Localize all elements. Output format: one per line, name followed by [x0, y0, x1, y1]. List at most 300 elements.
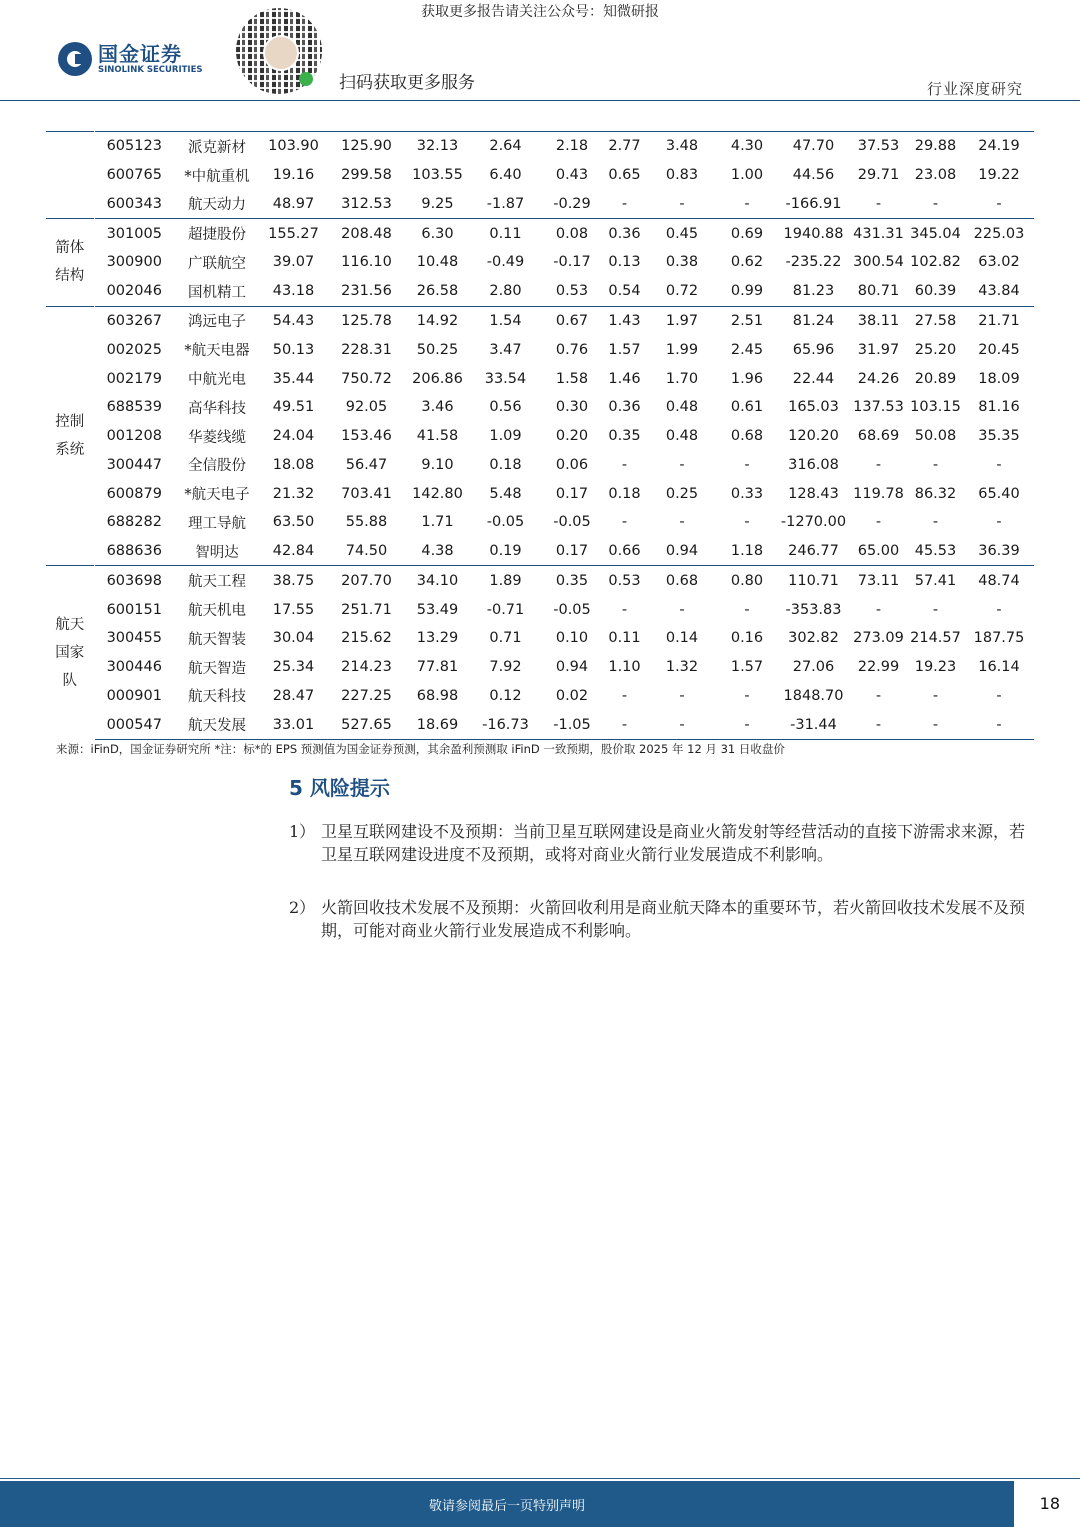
value-cell: 23.08: [914, 167, 957, 184]
value-cell: -: [621, 456, 628, 473]
value-cell: -1270.00: [780, 514, 847, 531]
header-divider: [0, 100, 1080, 101]
value-cell: 0.66: [608, 543, 641, 560]
footer-divider: [0, 1478, 1080, 1479]
stock-name-cell: *航天电子: [184, 487, 250, 504]
value-cell: 65.40: [978, 485, 1020, 502]
stock-code-cell: 603698: [94, 566, 174, 595]
value-cell: 0.48: [665, 428, 699, 445]
value-cell: 13.29: [416, 630, 459, 647]
table-row: [46, 566, 1034, 595]
value-cell: 14.92: [406, 306, 469, 335]
value-cell: 60.39: [914, 283, 957, 300]
stock-code-cell: 002025: [106, 341, 162, 358]
value-cell: 34.10: [406, 566, 469, 595]
table-row: [46, 710, 1034, 739]
stock-code-cell: 002179: [106, 370, 162, 387]
value-cell: -0.29: [553, 195, 591, 212]
value-cell: 207.70: [327, 566, 406, 595]
value-cell: -: [932, 601, 939, 618]
value-cell: 0.54: [608, 283, 641, 300]
value-cell: 0.36: [608, 399, 641, 416]
value-cell: 4.38: [421, 543, 454, 560]
value-cell: 27.06: [792, 659, 835, 676]
value-cell: -: [744, 687, 750, 704]
value-cell: 1.99: [665, 341, 699, 358]
value-cell: 1.57: [608, 341, 641, 358]
value-cell: -: [679, 456, 685, 473]
section-title: 5 风险提示: [289, 776, 390, 800]
value-cell: 7.92: [489, 659, 522, 676]
value-cell: 0.68: [730, 428, 764, 445]
table-row: [46, 277, 1034, 306]
value-cell: -: [621, 195, 628, 212]
value-cell: 0.67: [542, 306, 602, 335]
stock-code-cell: 300446: [106, 659, 162, 676]
logo-mark-icon: [58, 42, 92, 76]
value-cell: 246.77: [788, 543, 839, 560]
value-cell: 527.65: [327, 710, 406, 739]
risk-item-text: 卫星互联网建设不及预期：当前卫星互联网建设是商业火箭发射等经营活动的直接下游需求来源，若卫星互联网建设进度不及预期，或将对商业火箭行业发展造成不利影响。: [321, 822, 1026, 864]
value-cell: 103.90: [260, 132, 327, 161]
value-cell: 750.72: [341, 370, 392, 387]
value-cell: -235.22: [785, 254, 842, 271]
stock-name-cell: 航天智造: [188, 660, 246, 677]
table-row: [46, 248, 1034, 277]
value-cell: 102.82: [910, 254, 961, 271]
top-banner: 获取更多报告请关注公众号：知微研报: [421, 4, 659, 20]
value-cell: 39.07: [272, 254, 315, 271]
value-cell: 345.04: [907, 219, 964, 248]
value-cell: -: [932, 687, 939, 704]
value-cell: 187.75: [973, 630, 1025, 647]
value-cell: -: [996, 514, 1002, 531]
value-cell: 0.45: [647, 219, 717, 248]
value-cell: 1.71: [421, 514, 454, 531]
value-cell: 43.84: [978, 283, 1020, 300]
value-cell: 19.16: [272, 167, 315, 184]
stock-code-cell: 300455: [106, 630, 162, 647]
value-cell: 21.71: [964, 306, 1034, 335]
value-cell: 81.24: [777, 306, 850, 335]
value-cell: -: [875, 601, 882, 618]
value-cell: 228.31: [341, 341, 392, 358]
value-cell: 0.71: [489, 630, 522, 647]
value-cell: -0.05: [553, 601, 591, 618]
value-cell: -: [964, 710, 1034, 739]
value-cell: 0.83: [665, 167, 699, 184]
value-cell: 74.50: [345, 543, 388, 560]
value-cell: 142.80: [412, 485, 463, 502]
value-cell: 1.00: [730, 167, 764, 184]
value-cell: 0.11: [469, 219, 542, 248]
value-cell: -: [647, 710, 717, 739]
value-cell: 24.26: [857, 370, 900, 387]
value-cell: 0.80: [717, 566, 777, 595]
stock-name-cell: 广联航空: [188, 255, 246, 272]
value-cell: 1940.88: [777, 219, 850, 248]
stock-name-cell: 鸿远电子: [174, 306, 260, 335]
stock-name-cell: 全信股份: [188, 458, 246, 475]
value-cell: 86.32: [914, 485, 957, 502]
value-cell: 128.43: [788, 485, 839, 502]
stock-name-cell: 航天智装: [188, 631, 246, 648]
value-cell: 2.51: [717, 306, 777, 335]
stock-code-cell: 600151: [106, 601, 162, 618]
table-row: [46, 508, 1034, 537]
value-cell: 0.30: [555, 399, 589, 416]
stock-name-cell: 超捷股份: [174, 219, 260, 248]
value-cell: 206.86: [412, 370, 463, 387]
value-cell: 77.81: [416, 659, 459, 676]
value-cell: 17.55: [272, 601, 315, 618]
stock-name-cell: *中航重机: [184, 168, 250, 185]
value-cell: 6.40: [489, 167, 522, 184]
stock-name-cell: 中航光电: [188, 372, 246, 388]
value-cell: 50.08: [914, 428, 957, 445]
value-cell: 41.58: [416, 428, 459, 445]
stock-code-cell: 600343: [106, 195, 162, 212]
valuation-table: [46, 131, 1034, 740]
value-cell: 0.17: [555, 485, 589, 502]
value-cell: -: [850, 710, 907, 739]
value-cell: -: [621, 687, 628, 704]
value-cell: 1.58: [555, 370, 589, 387]
value-cell: 0.94: [665, 543, 699, 560]
value-cell: 1.89: [469, 566, 542, 595]
value-cell: 1.57: [730, 659, 764, 676]
value-cell: 0.06: [555, 456, 589, 473]
value-cell: 35.44: [272, 370, 315, 387]
value-cell: -: [744, 601, 750, 618]
value-cell: 20.45: [978, 341, 1020, 358]
value-cell: 0.65: [608, 167, 641, 184]
value-cell: 20.89: [914, 370, 957, 387]
footer-bar: [0, 1481, 1014, 1527]
qr-center-logo-icon: [263, 35, 299, 71]
table-row: [46, 335, 1034, 364]
stock-code-cell: 000901: [106, 687, 162, 704]
stock-code-cell: 605123: [94, 132, 174, 161]
value-cell: 29.88: [907, 132, 964, 161]
table-row: [46, 219, 1034, 248]
value-cell: 33.54: [484, 370, 527, 387]
value-cell: 214.23: [341, 659, 392, 676]
value-cell: 36.39: [978, 543, 1020, 560]
value-cell: 1.46: [608, 370, 641, 387]
value-cell: -: [932, 514, 939, 531]
table-row: [46, 479, 1034, 508]
value-cell: 120.20: [788, 428, 839, 445]
value-cell: -166.91: [785, 195, 842, 212]
value-cell: 3.47: [489, 341, 522, 358]
value-cell: 0.62: [730, 254, 764, 271]
value-cell: 22.99: [857, 659, 900, 676]
value-cell: 0.17: [555, 543, 589, 560]
value-cell: 32.13: [406, 132, 469, 161]
stock-name-cell: 理工导航: [188, 515, 246, 532]
value-cell: -: [875, 456, 882, 473]
footer-disclaimer: 敬请参阅最后一页特别声明: [428, 1499, 585, 1514]
value-cell: 27.58: [907, 306, 964, 335]
value-cell: 65.00: [857, 543, 900, 560]
company-logo: [58, 42, 203, 76]
value-cell: 0.69: [717, 219, 777, 248]
value-cell: 38.75: [260, 566, 327, 595]
value-cell: 251.71: [341, 601, 392, 618]
value-cell: 103.15: [910, 399, 961, 416]
risk-item-number: 1）: [289, 822, 316, 841]
value-cell: 81.23: [792, 283, 835, 300]
value-cell: 214.57: [910, 630, 961, 647]
value-cell: 0.10: [555, 630, 589, 647]
value-cell: 24.19: [964, 132, 1034, 161]
value-cell: 312.53: [341, 195, 392, 212]
value-cell: -0.05: [486, 514, 525, 531]
value-cell: 3.48: [647, 132, 717, 161]
value-cell: 0.53: [555, 283, 589, 300]
value-cell: 0.18: [489, 456, 522, 473]
value-cell: 24.04: [272, 428, 315, 445]
logo-en-text: SINOLINK SECURITIES: [98, 65, 203, 75]
value-cell: 1.70: [665, 370, 699, 387]
table-row: [46, 306, 1034, 335]
value-cell: 110.71: [777, 566, 850, 595]
mini-program-badge-icon: [299, 72, 313, 86]
value-cell: -: [744, 514, 750, 531]
value-cell: 0.13: [608, 254, 641, 271]
value-cell: 225.03: [964, 219, 1034, 248]
value-cell: 18.08: [272, 456, 315, 473]
value-cell: -: [621, 514, 628, 531]
value-cell: 155.27: [260, 219, 327, 248]
stock-name-cell: 华菱线缆: [188, 429, 246, 446]
value-cell: -1.87: [486, 195, 525, 212]
source-note: 来源：iFinD，国金证券研究所 *注：标*的 EPS 预测值为国金证券预测，其余盈利预测取 iFinD 一致预期，股价取 2025 年 12 月 31 日收盘价: [56, 742, 785, 756]
value-cell: 29.71: [857, 167, 900, 184]
value-cell: 2.45: [730, 341, 764, 358]
value-cell: 0.43: [555, 167, 589, 184]
value-cell: 80.71: [857, 283, 900, 300]
value-cell: 50.13: [272, 341, 315, 358]
value-cell: 137.53: [853, 399, 904, 416]
value-cell: 49.51: [272, 399, 315, 416]
stock-code-cell: 600765: [106, 167, 162, 184]
value-cell: 316.08: [788, 456, 839, 473]
value-cell: 299.58: [341, 167, 392, 184]
value-cell: 68.98: [416, 687, 459, 704]
stock-name-cell: 智明达: [195, 544, 239, 561]
value-cell: 42.84: [272, 543, 315, 560]
value-cell: 9.10: [421, 456, 454, 473]
table-row: [46, 595, 1034, 624]
logo-cn-text: 国金证券: [98, 42, 182, 66]
value-cell: 25.34: [272, 659, 315, 676]
value-cell: 47.70: [777, 132, 850, 161]
value-cell: 0.35: [542, 566, 602, 595]
value-cell: -: [744, 195, 750, 212]
value-cell: 0.02: [555, 687, 589, 704]
value-cell: 103.55: [412, 167, 463, 184]
stock-code-cell: 301005: [94, 219, 174, 248]
value-cell: 0.19: [489, 543, 522, 560]
report-type-label: 行业深度研究: [926, 80, 1023, 98]
value-cell: 0.48: [665, 399, 699, 416]
table-row: [46, 132, 1034, 161]
value-cell: -0.71: [486, 601, 525, 618]
value-cell: 153.46: [341, 428, 392, 445]
value-cell: 300.54: [853, 254, 904, 271]
value-cell: -: [996, 195, 1002, 212]
value-cell: -: [679, 195, 685, 212]
value-cell: 0.76: [555, 341, 589, 358]
value-cell: 30.04: [272, 630, 315, 647]
risk-item-number: 2）: [289, 898, 316, 917]
value-cell: 1.10: [608, 659, 641, 676]
group-label: 控制 系统: [46, 306, 94, 566]
value-cell: 0.14: [665, 630, 699, 647]
table-row: [46, 537, 1034, 566]
value-cell: 1.09: [489, 428, 522, 445]
value-cell: -: [679, 514, 685, 531]
value-cell: 92.05: [345, 399, 388, 416]
value-cell: 81.16: [978, 399, 1020, 416]
value-cell: -: [875, 514, 882, 531]
value-cell: 65.96: [792, 341, 835, 358]
stock-code-cell: 688636: [106, 543, 162, 560]
value-cell: 28.47: [272, 687, 315, 704]
value-cell: 6.30: [406, 219, 469, 248]
table-row: [46, 364, 1034, 393]
value-cell: 0.16: [730, 630, 764, 647]
value-cell: 1848.70: [783, 687, 844, 704]
value-cell: 273.09: [853, 630, 904, 647]
value-cell: 45.53: [914, 543, 957, 560]
value-cell: 1.96: [730, 370, 764, 387]
value-cell: -1.05: [542, 710, 602, 739]
value-cell: 56.47: [345, 456, 388, 473]
value-cell: 125.78: [327, 306, 406, 335]
value-cell: 57.41: [907, 566, 964, 595]
value-cell: 302.82: [788, 630, 839, 647]
value-cell: -31.44: [777, 710, 850, 739]
stock-code-cell: 000547: [94, 710, 174, 739]
value-cell: 0.36: [602, 219, 647, 248]
stock-code-cell: 688282: [106, 514, 162, 531]
value-cell: 0.94: [555, 659, 589, 676]
value-cell: 2.18: [542, 132, 602, 161]
value-cell: 0.33: [730, 485, 764, 502]
value-cell: 0.68: [647, 566, 717, 595]
value-cell: 48.97: [272, 195, 315, 212]
value-cell: 48.74: [964, 566, 1034, 595]
value-cell: 1.18: [730, 543, 764, 560]
value-cell: 0.35: [608, 428, 641, 445]
value-cell: 37.53: [850, 132, 907, 161]
value-cell: 33.01: [260, 710, 327, 739]
value-cell: 25.20: [914, 341, 957, 358]
value-cell: 1.32: [665, 659, 699, 676]
value-cell: 0.20: [555, 428, 589, 445]
value-cell: 1.97: [647, 306, 717, 335]
value-cell: 22.44: [792, 370, 835, 387]
value-cell: 215.62: [341, 630, 392, 647]
value-cell: 9.25: [421, 195, 454, 212]
value-cell: -: [996, 601, 1002, 618]
group-label: [46, 132, 94, 219]
value-cell: -: [996, 687, 1002, 704]
value-cell: 5.48: [489, 485, 522, 502]
table-row: [46, 450, 1034, 479]
value-cell: 703.41: [341, 485, 392, 502]
value-cell: 63.02: [978, 254, 1020, 271]
value-cell: 50.25: [416, 341, 459, 358]
stock-code-cell: 600879: [106, 485, 162, 502]
value-cell: 19.22: [978, 167, 1020, 184]
table-row: [46, 190, 1034, 219]
stock-name-cell: 航天科技: [188, 689, 246, 706]
value-cell: 55.88: [345, 514, 388, 531]
page-number: 18: [1039, 1494, 1060, 1513]
risk-item-1: [289, 820, 1025, 866]
value-cell: 0.72: [665, 283, 699, 300]
value-cell: 19.23: [914, 659, 957, 676]
value-cell: 1.43: [602, 306, 647, 335]
value-cell: -: [907, 710, 964, 739]
risk-item-text: 火箭回收技术发展不及预期：火箭回收利用是商业航天降本的重要环节，若火箭回收技术发展不及预期，可能对商业火箭行业发展造成不利影响。: [321, 898, 1026, 940]
value-cell: 231.56: [341, 283, 392, 300]
value-cell: 68.69: [857, 428, 900, 445]
value-cell: 38.11: [850, 306, 907, 335]
value-cell: 0.61: [730, 399, 764, 416]
value-cell: 165.03: [788, 399, 839, 416]
value-cell: 54.43: [260, 306, 327, 335]
group-label: 航天 国家 队: [46, 566, 94, 740]
group-label: 箭体 结构: [46, 219, 94, 306]
value-cell: 26.58: [416, 283, 459, 300]
table-row: [46, 682, 1034, 711]
stock-name-cell: 派克新材: [174, 132, 260, 161]
value-cell: 3.46: [421, 399, 454, 416]
stock-code-cell: 002046: [106, 283, 162, 300]
value-cell: -: [679, 601, 685, 618]
value-cell: 35.35: [978, 428, 1020, 445]
value-cell: 10.48: [416, 254, 459, 271]
value-cell: 21.32: [272, 485, 315, 502]
value-cell: -: [744, 456, 750, 473]
value-cell: 0.99: [730, 283, 764, 300]
stock-name-cell: 高华科技: [188, 400, 246, 417]
value-cell: 125.90: [327, 132, 406, 161]
value-cell: -: [679, 687, 685, 704]
value-cell: -: [602, 710, 647, 739]
stock-code-cell: 603267: [94, 306, 174, 335]
value-cell: 227.25: [341, 687, 392, 704]
value-cell: 16.14: [978, 659, 1020, 676]
value-cell: 0.11: [608, 630, 641, 647]
value-cell: -: [717, 710, 777, 739]
value-cell: 18.69: [406, 710, 469, 739]
value-cell: 18.09: [978, 370, 1020, 387]
value-cell: 116.10: [341, 254, 392, 271]
value-cell: -353.83: [785, 601, 842, 618]
stock-name-cell: 航天动力: [188, 197, 246, 214]
value-cell: 63.50: [272, 514, 315, 531]
value-cell: -: [875, 687, 882, 704]
value-cell: 44.56: [792, 167, 835, 184]
stock-code-cell: 001208: [106, 428, 162, 445]
stock-name-cell: 航天发展: [174, 710, 260, 739]
